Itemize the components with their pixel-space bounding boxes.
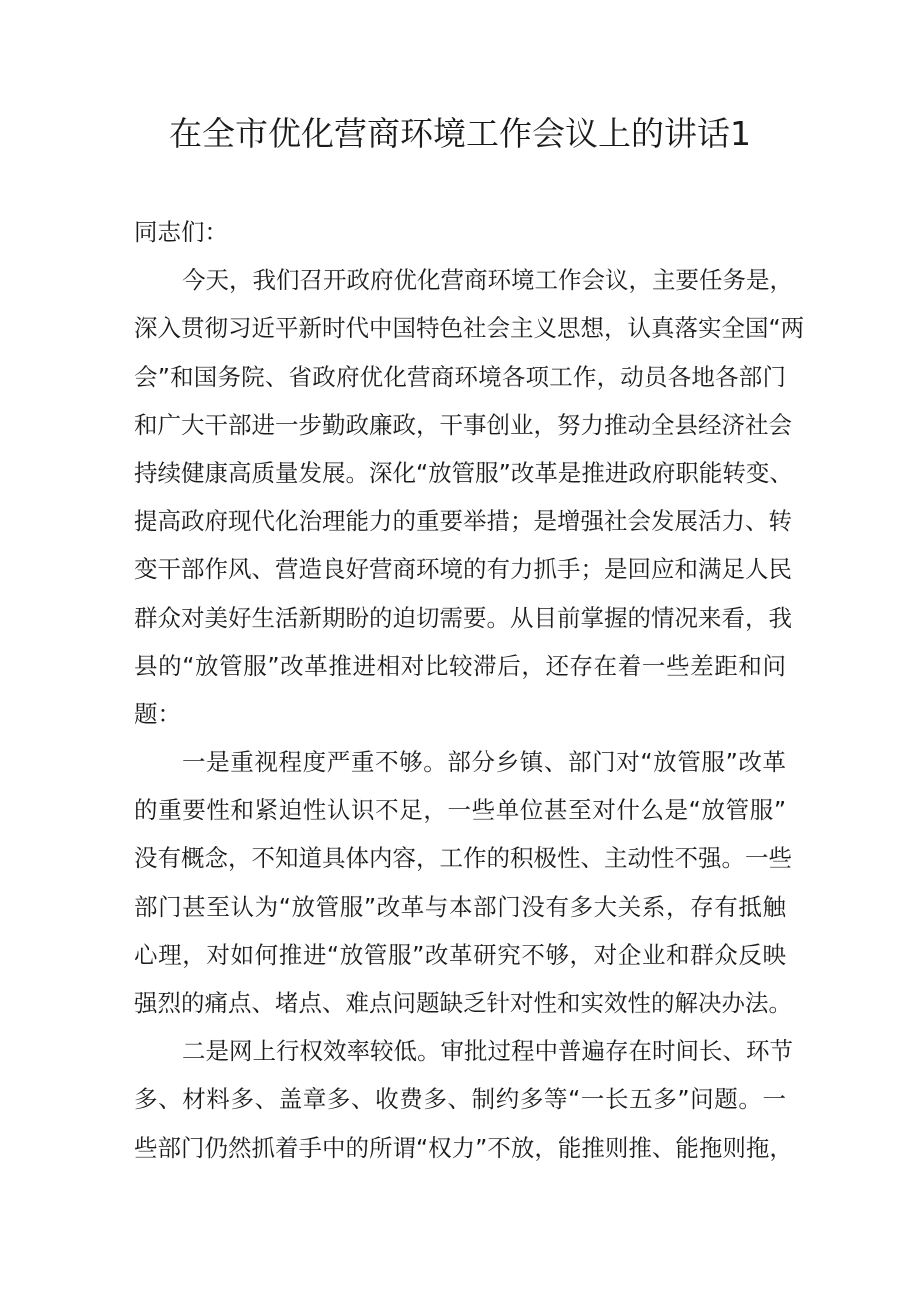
greeting: 同志们： [134, 218, 228, 246]
paragraph-line: 今天，我们召开政府优化营商环境工作会议，主要任务是， [182, 266, 793, 295]
document-body [134, 208, 805, 1172]
paragraph-line: 强烈的痛点、堵点、难点问题缺乏针对性和实效性的解决办法。 [134, 989, 792, 1017]
paragraph-line: 会”和国务院、省政府优化营商环境各项工作，动员各地各部门 [134, 362, 786, 391]
paragraph-line: 部门甚至认为“放管服”改革与本部门没有多大关系，存有抵触 [134, 892, 786, 921]
paragraph-line: 变干部作风、营造良好营商环境的有力抓手；是回应和满足人民 [134, 555, 792, 584]
paragraph-line: 县的“放管服”改革推进相对比较滞后，还存在着一些差距和问 [134, 651, 786, 680]
paragraph-3 [134, 1027, 793, 1172]
paragraph-line: 些部门仍然抓着手中的所谓“权力”不放，能推则推、能拖则拖， [134, 1133, 793, 1162]
paragraph-1 [134, 256, 805, 738]
paragraph-line: 一是重视程度严重不够。部分乡镇、部门对“放管服”改革 [182, 748, 786, 777]
paragraph-line: 没有概念，不知道具体内容，工作的积极性、主动性不强。一些 [134, 844, 792, 873]
paragraph-line: 题： [134, 699, 181, 728]
paragraph-line: 二是网上行权效率较低。审批过程中普遍存在时间长、环节 [182, 1037, 793, 1066]
paragraph-line: 和广大干部进一步勤政廉政，干事创业，努力推动全县经济社会 [134, 410, 792, 439]
document-title: 在全市优化营商环境工作会议上的讲话1 [169, 114, 751, 153]
paragraph-line: 提高政府现代化治理能力的重要举措；是增强社会发展活力、转 [134, 507, 792, 536]
paragraph-line: 群众对美好生活新期盼的迫切需要。从目前掌握的情况来看，我 [134, 603, 792, 632]
paragraph-line: 的重要性和紧迫性认识不足，一些单位甚至对什么是“放管服” [134, 796, 786, 825]
paragraph-line: 深入贯彻习近平新时代中国特色社会主义思想，认真落实全国“两 [134, 314, 805, 343]
paragraph-line: 心理，对如何推进“放管服”改革研究不够，对企业和群众反映 [134, 940, 786, 969]
paragraph-line: 多、材料多、盖章多、收费多、制约多等“一长五多”问题。一 [134, 1085, 786, 1114]
paragraph-2 [134, 738, 792, 1027]
paragraph-line: 持续健康高质量发展。深化“放管服”改革是推进政府职能转变、 [134, 458, 793, 487]
